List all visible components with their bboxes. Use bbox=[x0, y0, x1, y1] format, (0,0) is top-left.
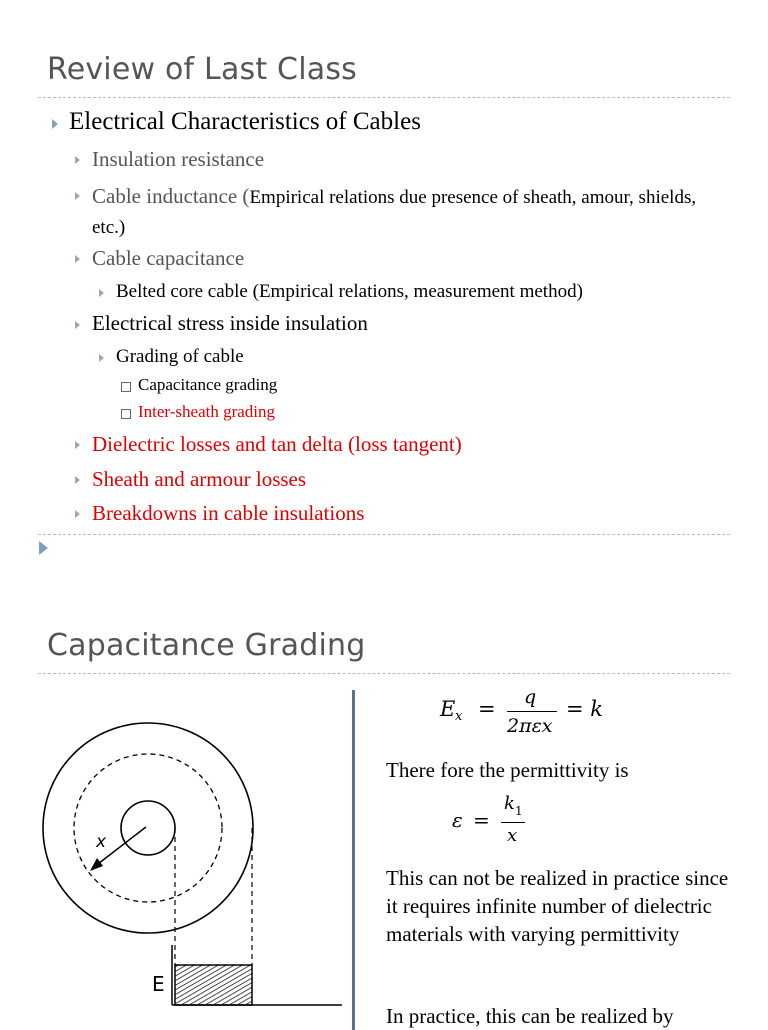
bullet-icon bbox=[99, 289, 104, 297]
title-divider bbox=[38, 97, 730, 98]
eq1-numerator: q bbox=[524, 686, 537, 708]
arrowhead-icon bbox=[90, 858, 103, 871]
bullet-inter-sheath-grading: Inter-sheath grading bbox=[138, 402, 276, 421]
in-practice-text: In practice, this can be realized by bbox=[386, 1004, 674, 1028]
slide-2-title: Capacitance Grading bbox=[47, 628, 366, 663]
bullet-icon bbox=[99, 354, 104, 362]
eq1-equals: = bbox=[478, 697, 496, 721]
conductor-circle bbox=[121, 801, 175, 855]
e-label: E bbox=[152, 972, 165, 996]
stress-block bbox=[175, 965, 252, 1005]
eq1-lhs: E bbox=[440, 697, 456, 721]
bullet-icon bbox=[75, 321, 80, 329]
bullet-belted-core-cable: Belted core cable (Empirical relations, measurement method) bbox=[116, 281, 583, 302]
bullet-dielectric-losses: Dielectric losses and tan delta (loss tangent) bbox=[92, 432, 462, 456]
bullet-icon bbox=[52, 119, 58, 129]
cable-inductance-note: Empirical relations due presence of sheath, amour, shields, etc.) bbox=[92, 187, 697, 238]
bullet-sheath-armour-losses: Sheath and armour losses bbox=[92, 467, 307, 491]
footer-arrow-icon bbox=[39, 541, 48, 555]
dashed-radius-circle bbox=[74, 754, 222, 902]
bullet-capacitance-grading: Capacitance grading bbox=[138, 375, 278, 394]
bullet-icon bbox=[75, 192, 80, 200]
footer-divider bbox=[38, 534, 730, 535]
eq2-equals: = bbox=[473, 808, 490, 832]
practical-limitation-text: This can not be realized in practice since it requires infinite number of dielectric materials with varying permittivity bbox=[386, 866, 729, 946]
eq2-denominator: x bbox=[507, 825, 518, 846]
vertical-divider bbox=[352, 690, 355, 1030]
x-label: x bbox=[96, 832, 107, 852]
square-bullet-icon bbox=[121, 382, 131, 392]
bullet-cable-capacitance: Cable capacitance bbox=[92, 246, 245, 270]
eq1-fraction-bar bbox=[507, 711, 557, 712]
square-bullet-icon bbox=[121, 409, 131, 419]
bullet-icon bbox=[75, 510, 80, 518]
slide-1-title: Review of Last Class bbox=[47, 52, 357, 87]
cable-cross-section-diagram bbox=[30, 690, 350, 1024]
bullet-cable-inductance bbox=[92, 182, 722, 243]
bullet-icon bbox=[75, 441, 80, 449]
permittivity-intro-text: There fore the permittivity is bbox=[386, 758, 629, 782]
eq2-fraction-bar bbox=[501, 822, 525, 823]
eq1-rhs: = k bbox=[566, 697, 603, 721]
bullet-icon bbox=[75, 255, 80, 263]
cable-inductance-label: Cable inductance ( bbox=[92, 184, 250, 208]
eq2-lhs: ε bbox=[452, 808, 463, 832]
bullet-grading-of-cable: Grading of cable bbox=[116, 346, 244, 367]
bullet-icon bbox=[75, 476, 80, 484]
bullet-icon bbox=[75, 156, 80, 164]
bullet-electrical-characteristics: Electrical Characteristics of Cables bbox=[69, 108, 421, 135]
title-divider bbox=[38, 673, 730, 674]
eq2-numerator-sub: 1 bbox=[515, 804, 523, 818]
eq2-numerator: k bbox=[504, 793, 515, 814]
bullet-electrical-stress: Electrical stress inside insulation bbox=[92, 311, 368, 335]
bullet-breakdowns: Breakdowns in cable insulations bbox=[92, 501, 365, 525]
eq1-lhs-sub: x bbox=[455, 709, 463, 724]
bullet-insulation-resistance: Insulation resistance bbox=[92, 147, 265, 171]
eq1-denominator: 2πεx bbox=[507, 715, 553, 737]
